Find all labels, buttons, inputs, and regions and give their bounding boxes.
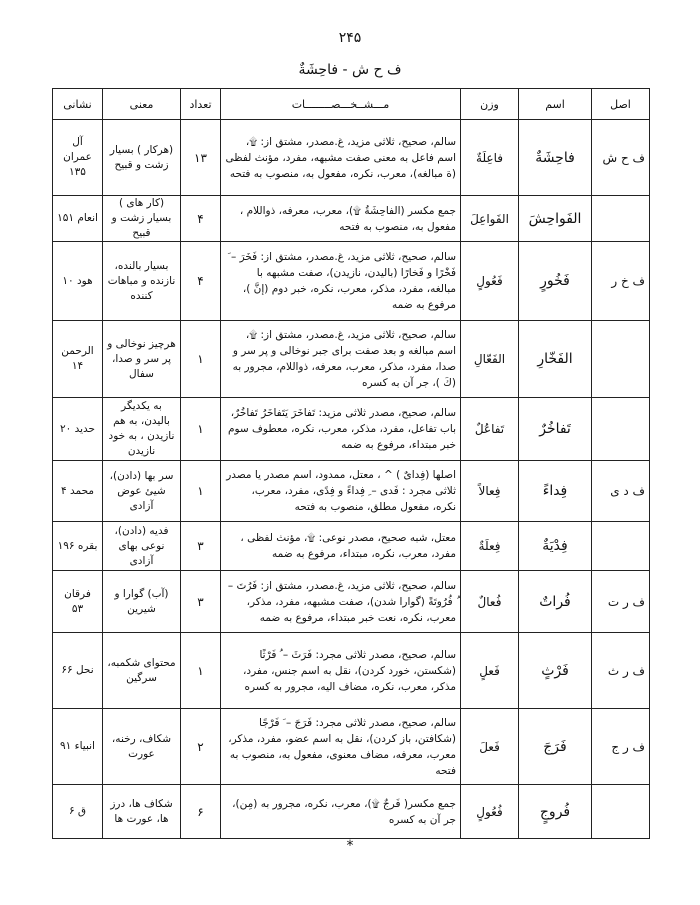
ref-cell: بقره ۱۹۶ xyxy=(53,522,103,571)
meaning-cell: شکاف، رخنه، عورت xyxy=(103,709,181,785)
pattern-cell: فُعالٌ xyxy=(461,571,519,633)
pattern-cell: فاعِلَةٌ xyxy=(461,120,519,196)
table-row xyxy=(53,242,650,321)
count-cell: ۱ xyxy=(181,461,221,522)
noun-cell: فِداءً xyxy=(519,461,592,522)
noun-cell: فاحِشَةٌ xyxy=(519,120,592,196)
pattern-cell: الفَواعِلَ xyxy=(461,196,519,242)
root-cell xyxy=(592,321,650,398)
root-cell: ف ر ث xyxy=(592,633,650,709)
ref-cell: هود ۱۰ xyxy=(53,242,103,321)
ref-cell: انعام ۱۵۱ xyxy=(53,196,103,242)
ref-cell: حدید ۲۰ xyxy=(53,398,103,461)
noun-cell: تَفاخُرٌ xyxy=(519,398,592,461)
pattern-cell: فُعُولٍ xyxy=(461,785,519,839)
table-row xyxy=(53,196,650,242)
ref-cell: آل عمران ۱۳۵ xyxy=(53,120,103,196)
meaning-cell: شکاف ها، درز ها، عورت ها xyxy=(103,785,181,839)
count-cell: ۱ xyxy=(181,321,221,398)
root-cell: ف خ ر xyxy=(592,242,650,321)
header-noun: اسم xyxy=(519,89,592,120)
table-row xyxy=(53,633,650,709)
table-row xyxy=(53,571,650,633)
desc-cell: سالم، صحیح، مصدر ثلاثی مزید: تَفاخَرَ يَتَفاخَرُ تَفاخُرٌ، باب تفاعل، مفرد، مذکر، معرب، نکره، معطوف سوم خبر مبتداء، مرفوع به ضمه xyxy=(221,398,461,461)
root-cell: ف د ی xyxy=(592,461,650,522)
desc-cell: سالم، صحیح، مصدر ثلاثی مجرد: فَرَثَ – ُ فَرْثًا (شکستن، خورد کردن)، نقل به اسم جنس، مفرد، مذکر، معرب، نکره، مضاف الیه، مجرور به کسره xyxy=(221,633,461,709)
meaning-cell: هرچیز نوخالی و پر سر و صدا، سفال xyxy=(103,321,181,398)
noun-cell: فُروجٍ xyxy=(519,785,592,839)
noun-cell: فَرْثٍ xyxy=(519,633,592,709)
pattern-cell: فَعلٍ xyxy=(461,633,519,709)
noun-cell: الفَواحِشَ xyxy=(519,196,592,242)
page-title: ف ح ش - فاحِشَةٌ xyxy=(298,62,402,78)
count-cell: ۱۳ xyxy=(181,120,221,196)
meaning-cell: بسیار بالنده، نازنده و مباهات کننده xyxy=(103,242,181,321)
desc-cell: سالم، صحیح، ثلاثی مزید، غ.مصدر، مشتق از: ۩، اسم فاعل به معنی صفت مشبهه، مفرد، مؤنث لفظی (ة مبالغه)، معرب، نکره، مفعول به، منصوب به فتحه xyxy=(221,120,461,196)
desc-cell: سالم، صحیح، ثلاثی مزید، غ.مصدر، مشتق از: فَرُتَ – ُ فُرُوتَةً (گوارا شدن)، صفت مشبهه، مفرد، مذکر، معرب، نکره، نعت خبر مبتداء، مرفوع به ضمه xyxy=(221,571,461,633)
root-cell: ف ر ج xyxy=(592,709,650,785)
ref-cell: انبیاء ۹۱ xyxy=(53,709,103,785)
desc-cell: اصلها (فِدایٌ ) ^ ، معتل، ممدود، اسم مصدر یا مصدر ثلاثی مجرد : فَدى – ِ فِداءً و فِدًى، مفرد، معرب، نکره، مفعول مطلق، منصوب به فتحه xyxy=(221,461,461,522)
desc-cell: سالم، صحیح، ثلاثی مزید، غ.مصدر، مشتق از: فَخَرَ – َ فَخْرًا و فَخارًا (بالیدن، نازیدن)، صفت مشبهه با مبالغه، مفرد، مذکر، معرب، نکره، خبر دوم (إنَّ )، مرفوع به ضمه xyxy=(221,242,461,321)
table-row xyxy=(53,709,650,785)
count-cell: ۳ xyxy=(181,522,221,571)
ref-cell: ق ۶ xyxy=(53,785,103,839)
root-cell xyxy=(592,398,650,461)
noun-cell: فَرَجَ xyxy=(519,709,592,785)
table-row xyxy=(53,522,650,571)
header-ref: نشانی xyxy=(53,89,103,120)
meaning-cell: (هرکار ) بسیار زشت و قبیح xyxy=(103,120,181,196)
lexicon-table xyxy=(52,88,650,839)
desc-cell: جمع مکسر( فَرجٌ ۩)، معرب، نکره، مجرور به (مِن)، جر آن به کسره xyxy=(221,785,461,839)
count-cell: ۳ xyxy=(181,571,221,633)
meaning-cell: (آب) گوارا و شیرین xyxy=(103,571,181,633)
root-cell: ف ح ش xyxy=(592,120,650,196)
meaning-cell: سر بها (دادن)، شیئ عوض آزادی xyxy=(103,461,181,522)
desc-cell: جمع مکسر (الفاحِشَةُ ۩)، معرب، معرفه، ذواللام ، مفعول به، منصوب به فتحه xyxy=(221,196,461,242)
count-cell: ۶ xyxy=(181,785,221,839)
pattern-cell: فِعلَةٌ xyxy=(461,522,519,571)
page-number: ۲۴۵ xyxy=(338,30,362,46)
meaning-cell: (کار های ) بسیار زشت و قبیح xyxy=(103,196,181,242)
root-cell xyxy=(592,522,650,571)
table-row xyxy=(53,321,650,398)
root-cell xyxy=(592,785,650,839)
table-row xyxy=(53,461,650,522)
desc-cell: سالم، صحیح، مصدر ثلاثی مجرد: فَرَجَ – َ فَرْجًا (شکافتن، باز کردن)، نقل به اسم عضو، مفرد، مذکر، معرب، معرفه، مضاف معنوی، مفعول به، منصوب به فتحه xyxy=(221,709,461,785)
table-row xyxy=(53,785,650,839)
count-cell: ۲ xyxy=(181,709,221,785)
count-cell: ۱ xyxy=(181,633,221,709)
ref-cell: الرحمن ۱۴ xyxy=(53,321,103,398)
pattern-cell: الفَعّالِ xyxy=(461,321,519,398)
header-pattern: وزن xyxy=(461,89,519,120)
header-meaning: معنی xyxy=(103,89,181,120)
meaning-cell: به یکدیگر بالیدن، به هم نازیدن ، به خود نازیدن xyxy=(103,398,181,461)
header-row xyxy=(53,89,650,120)
table-row xyxy=(53,398,650,461)
noun-cell: الفَخّارِ xyxy=(519,321,592,398)
meaning-cell: محتوای شکمبه، سرگین xyxy=(103,633,181,709)
count-cell: ۱ xyxy=(181,398,221,461)
pattern-cell: تَفاعُلٌ xyxy=(461,398,519,461)
noun-cell: فِدْيَةٌ xyxy=(519,522,592,571)
root-cell xyxy=(592,196,650,242)
desc-cell: معتل، شبه صحیح، مصدر نوعی: ۩، مؤنث لفظی ، مفرد، معرب، نکره، مبتداء، مرفوع به ضمه xyxy=(221,522,461,571)
desc-cell: سالم، صحیح، ثلاثی مزید، غ.مصدر، مشتق از: ۩، اسم مبالغه و بعد صفت برای جبر نوخالی و پر سر و صدا، مفرد، مذکر، معرب، معرفه، ذواللام، مجرور به (كَ )، جر آن به کسره xyxy=(221,321,461,398)
header-root: اصل xyxy=(592,89,650,120)
pattern-cell: فَعُولٍ xyxy=(461,242,519,321)
ref-cell: فرقان ۵۳ xyxy=(53,571,103,633)
noun-cell: فَخُورٍ xyxy=(519,242,592,321)
pattern-cell: فِعالاً xyxy=(461,461,519,522)
pattern-cell: فَعلَ xyxy=(461,709,519,785)
meaning-cell: فدیه (دادن)، نوعی بهای آزادی xyxy=(103,522,181,571)
count-cell: ۴ xyxy=(181,242,221,321)
table-row xyxy=(53,120,650,196)
header-count: تعداد xyxy=(181,89,221,120)
ref-cell: نحل ۶۶ xyxy=(53,633,103,709)
header-desc: مـــشــخـــصــــــــات xyxy=(221,89,461,120)
count-cell: ۴ xyxy=(181,196,221,242)
footnote-mark: * xyxy=(346,838,354,854)
ref-cell: محمد ۴ xyxy=(53,461,103,522)
noun-cell: فُراتٌ xyxy=(519,571,592,633)
root-cell: ف ر ت xyxy=(592,571,650,633)
